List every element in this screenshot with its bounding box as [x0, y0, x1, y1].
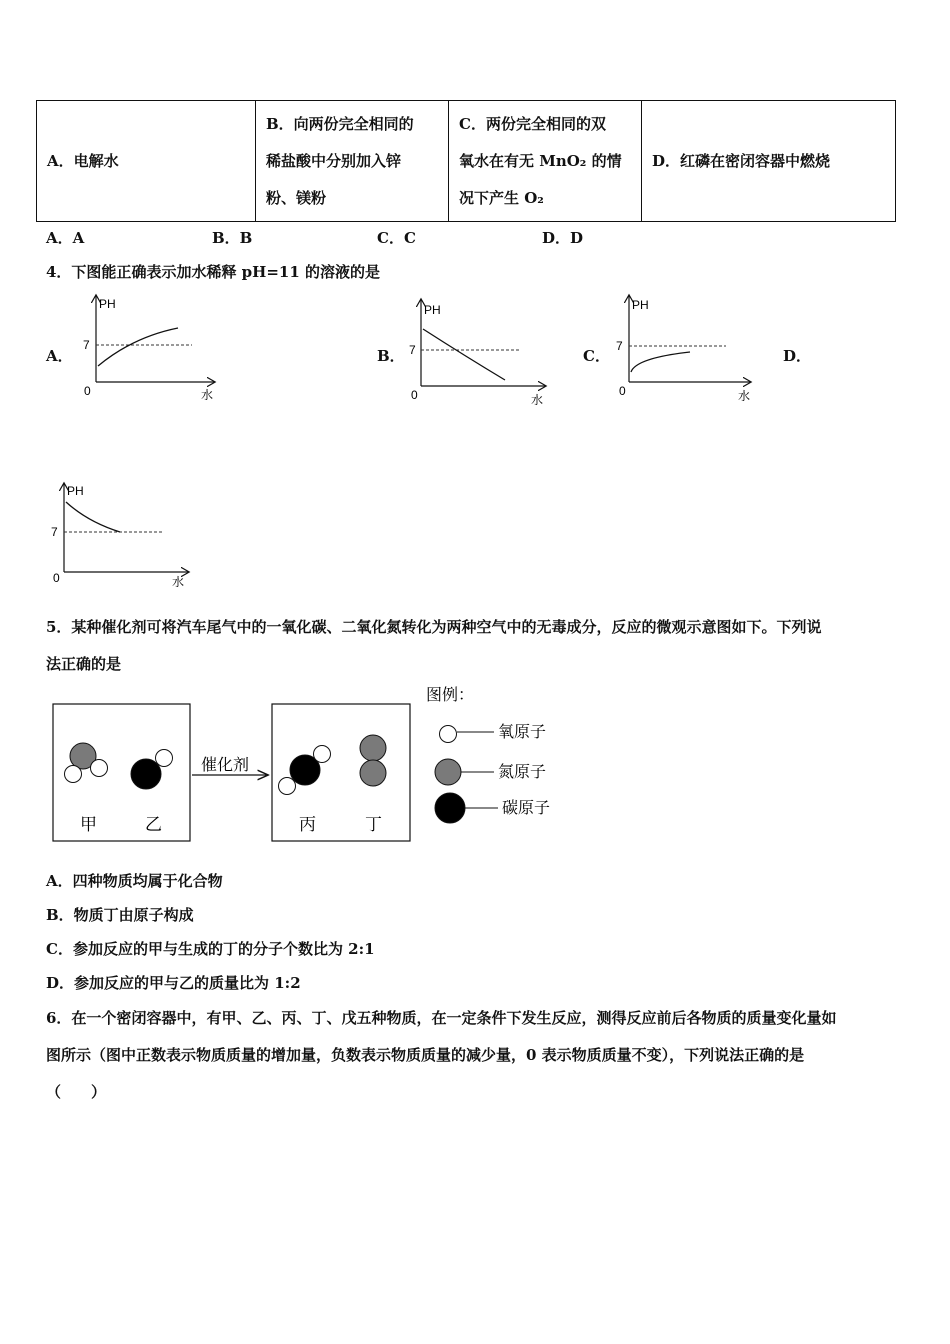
legend-oxygen — [440, 723, 547, 743]
q3-cell-b-line3: 粉、镁粉 — [266, 188, 327, 207]
label-ding: 丁 — [365, 815, 382, 834]
q3-cell-b — [256, 101, 449, 222]
q5-option-b[interactable]: B．物质丁由原子构成 — [46, 906, 194, 924]
tick-7: 7 — [409, 343, 416, 357]
origin-label: 0 — [84, 384, 91, 398]
legend-title: 图例： — [426, 687, 475, 704]
q4-graph-c — [612, 292, 757, 404]
q4-graph-d — [48, 480, 193, 592]
y-label: PH — [632, 298, 649, 312]
x-label: 水 — [531, 393, 544, 407]
molecule-ding — [360, 735, 386, 786]
ph-curve — [631, 352, 690, 372]
q3-cell-c-line1: C．两份完全相同的双 — [459, 114, 606, 133]
ph-curve — [98, 328, 178, 366]
q5-stem-line2: 法正确的是 — [46, 655, 122, 673]
y-label: PH — [99, 297, 116, 311]
label-jia: 甲 — [80, 815, 97, 834]
y-label: PH — [424, 303, 441, 317]
ph-curve — [66, 502, 120, 532]
q5-reaction-diagram — [48, 680, 578, 845]
q3-cell-c-line3: 况下产生 O₂ — [459, 188, 544, 207]
q3-cell-a: A．电解水 — [37, 101, 256, 222]
q3-answer-c[interactable]: C．C — [377, 229, 416, 247]
tick-7: 7 — [51, 525, 58, 539]
q5-option-a[interactable]: A．四种物质均属于化合物 — [46, 872, 223, 890]
q6-stem-line2: 图所示（图中正数表示物质质量的增加量，负数表示物质质量的减少量，0 表示物质质量不变），下列说法正确的是 — [46, 1046, 805, 1064]
q4-label-d[interactable]: D． — [783, 347, 812, 365]
q3-answer-b[interactable]: B．B — [212, 229, 253, 247]
q6-stem-line3: （ ） — [46, 1083, 107, 1101]
q4-label-a[interactable]: A． — [46, 347, 73, 365]
x-label: 水 — [201, 388, 214, 402]
legend-carbon — [435, 793, 550, 823]
tick-7: 7 — [616, 339, 623, 353]
legend-nitrogen — [435, 759, 546, 785]
q5-option-d[interactable]: D．参加反应的甲与乙的质量比为 1:2 — [46, 974, 301, 992]
molecule-bing — [279, 746, 331, 795]
q4-graph-a — [78, 292, 223, 404]
legend-carbon-label: 碳原子 — [502, 800, 551, 817]
molecule-jia — [65, 743, 108, 783]
ph-curve — [423, 329, 505, 380]
y-label: PH — [67, 484, 84, 498]
label-yi: 乙 — [145, 815, 162, 834]
q3-cell-b-line2: 稀盐酸中分别加入锌 — [266, 151, 402, 170]
q4-stem: 4．下图能正确表示加水稀释 pH=11 的溶液的是 — [46, 263, 380, 281]
q5-option-c[interactable]: C．参加反应的甲与生成的丁的分子个数比为 2:1 — [46, 940, 375, 958]
x-label: 水 — [172, 575, 185, 589]
legend-oxygen-label: 氧原子 — [498, 724, 547, 741]
x-label: 水 — [738, 389, 751, 403]
label-bing: 丙 — [299, 815, 316, 834]
origin-label: 0 — [53, 571, 60, 585]
q4-label-b[interactable]: B． — [377, 347, 405, 365]
tick-7: 7 — [83, 338, 90, 352]
q3-cell-c — [449, 101, 642, 222]
q3-cell-c-line2: 氧水在有无 MnO₂ 的情 — [459, 151, 622, 170]
q3-options-table — [36, 100, 896, 222]
origin-label: 0 — [619, 384, 626, 398]
catalyst-label: 催化剂 — [201, 757, 250, 774]
molecule-yi — [131, 750, 173, 790]
q5-stem-line1: 5．某种催化剂可将汽车尾气中的一氧化碳、二氧化氮转化为两种空气中的无毒成分，反应的微观示意图如下。下列说 — [46, 618, 822, 636]
origin-label: 0 — [411, 388, 418, 402]
q3-cell-d: D．红磷在密闭容器中燃烧 — [642, 101, 896, 222]
legend-nitrogen-label: 氮原子 — [498, 764, 547, 781]
q3-answer-d[interactable]: D．D — [542, 229, 584, 247]
q6-stem-line1: 6．在一个密闭容器中，有甲、乙、丙、丁、戊五种物质，在一定条件下发生反应，测得反应前后各物质的质量变化量如 — [46, 1009, 837, 1027]
q4-graph-b — [405, 296, 550, 408]
q3-answer-a[interactable]: A．A — [46, 229, 85, 247]
q3-cell-b-line1: B．向两份完全相同的 — [266, 114, 414, 133]
q4-label-c[interactable]: C． — [583, 347, 610, 365]
